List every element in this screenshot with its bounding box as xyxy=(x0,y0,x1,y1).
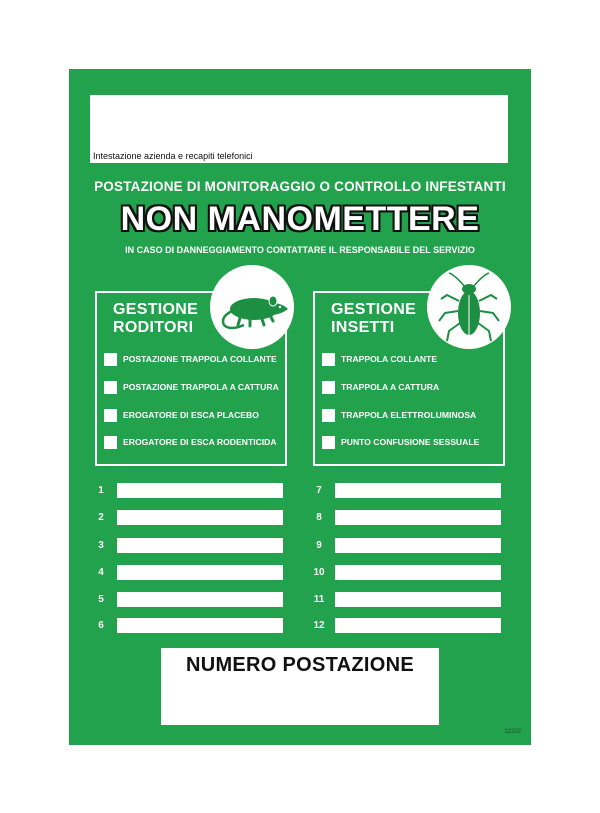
header-caption: Intestazione azienda e recapiti telefonici xyxy=(93,151,253,161)
pretitle: POSTAZIONE DI MONITORAGGIO O CONTROLLO INFESTANTI xyxy=(94,179,506,194)
row-number: 3 xyxy=(98,540,104,551)
row-number: 4 xyxy=(98,567,104,578)
option-label: PUNTO CONFUSIONE SESSUALE xyxy=(341,437,480,447)
option-label: EROGATORE DI ESCA RODENTICIDA xyxy=(123,437,277,447)
rodent-title-line2: RODITORI xyxy=(113,319,194,336)
station-row-9 xyxy=(309,538,501,553)
station-row-1 xyxy=(91,483,283,498)
rodent-option-2[interactable] xyxy=(104,380,279,394)
row-number: 11 xyxy=(313,594,325,605)
row-field[interactable] xyxy=(335,592,501,607)
row-field[interactable] xyxy=(117,592,283,607)
row-number: 2 xyxy=(98,512,104,523)
row-field[interactable] xyxy=(117,538,283,553)
row-field[interactable] xyxy=(117,483,283,498)
checkbox[interactable] xyxy=(322,409,335,422)
option-label: POSTAZIONE TRAPPOLA A CATTURA xyxy=(123,382,279,392)
main-title: NON MANOMETTERE xyxy=(120,200,480,238)
rodent-option-1[interactable] xyxy=(104,352,277,366)
option-label: EROGATORE DI ESCA PLACEBO xyxy=(123,410,259,420)
station-row-11 xyxy=(309,592,501,607)
row-number: 1 xyxy=(98,485,104,496)
rodent-panel-title xyxy=(113,301,198,337)
insect-option-2[interactable] xyxy=(322,380,439,394)
checkbox[interactable] xyxy=(322,436,335,449)
rodent-option-4[interactable] xyxy=(104,435,277,449)
station-row-8 xyxy=(309,510,501,525)
option-label: TRAPPOLA COLLANTE xyxy=(341,354,438,364)
insect-option-3[interactable] xyxy=(322,408,476,422)
row-field[interactable] xyxy=(335,618,501,633)
option-label: TRAPPOLA A CATTURA xyxy=(341,382,440,392)
station-row-3 xyxy=(91,538,283,553)
insect-title-line2: INSETTI xyxy=(331,319,395,336)
rodent-management-panel xyxy=(95,291,287,466)
option-label: POSTAZIONE TRAPPOLA COLLANTE xyxy=(123,354,277,364)
sign-panel xyxy=(69,69,531,745)
station-number-field[interactable] xyxy=(161,648,439,725)
row-field[interactable] xyxy=(117,510,283,525)
rodent-title-line1: GESTIONE xyxy=(113,301,199,318)
checkbox[interactable] xyxy=(322,381,335,394)
product-code: 12202 xyxy=(504,729,521,735)
row-number: 12 xyxy=(313,620,325,631)
row-field[interactable] xyxy=(335,565,501,580)
row-number: 10 xyxy=(313,567,325,578)
row-field[interactable] xyxy=(335,538,501,553)
rat-icon xyxy=(210,265,294,349)
station-row-10 xyxy=(309,565,501,580)
station-row-5 xyxy=(91,592,283,607)
insect-option-1[interactable] xyxy=(322,352,437,366)
row-field[interactable] xyxy=(117,618,283,633)
insect-management-panel xyxy=(313,291,505,466)
checkbox[interactable] xyxy=(104,353,117,366)
row-field[interactable] xyxy=(335,510,501,525)
row-number: 9 xyxy=(316,540,322,551)
checkbox[interactable] xyxy=(104,381,117,394)
rodent-option-3[interactable] xyxy=(104,408,259,422)
subtitle: IN CASO DI DANNEGGIAMENTO CONTATTARE IL RESPONSABILE DEL SERVIZIO xyxy=(125,245,475,255)
insect-option-4[interactable] xyxy=(322,435,479,449)
row-number: 8 xyxy=(316,512,322,523)
row-number: 5 xyxy=(98,594,104,605)
checkbox[interactable] xyxy=(104,436,117,449)
option-label: TRAPPOLA ELETTROLUMINOSA xyxy=(341,410,477,420)
station-row-12 xyxy=(309,618,501,633)
row-field[interactable] xyxy=(117,565,283,580)
row-field[interactable] xyxy=(335,483,501,498)
station-row-7 xyxy=(309,483,501,498)
row-number: 6 xyxy=(98,620,104,631)
station-number-label: NUMERO POSTAZIONE xyxy=(185,654,415,676)
cockroach-icon xyxy=(427,265,511,349)
company-header-field[interactable] xyxy=(90,95,508,163)
insect-panel-title xyxy=(331,301,416,337)
station-row-2 xyxy=(91,510,283,525)
checkbox[interactable] xyxy=(104,409,117,422)
checkbox[interactable] xyxy=(322,353,335,366)
station-row-4 xyxy=(91,565,283,580)
station-row-6 xyxy=(91,618,283,633)
insect-title-line1: GESTIONE xyxy=(331,301,417,318)
row-number: 7 xyxy=(316,485,322,496)
